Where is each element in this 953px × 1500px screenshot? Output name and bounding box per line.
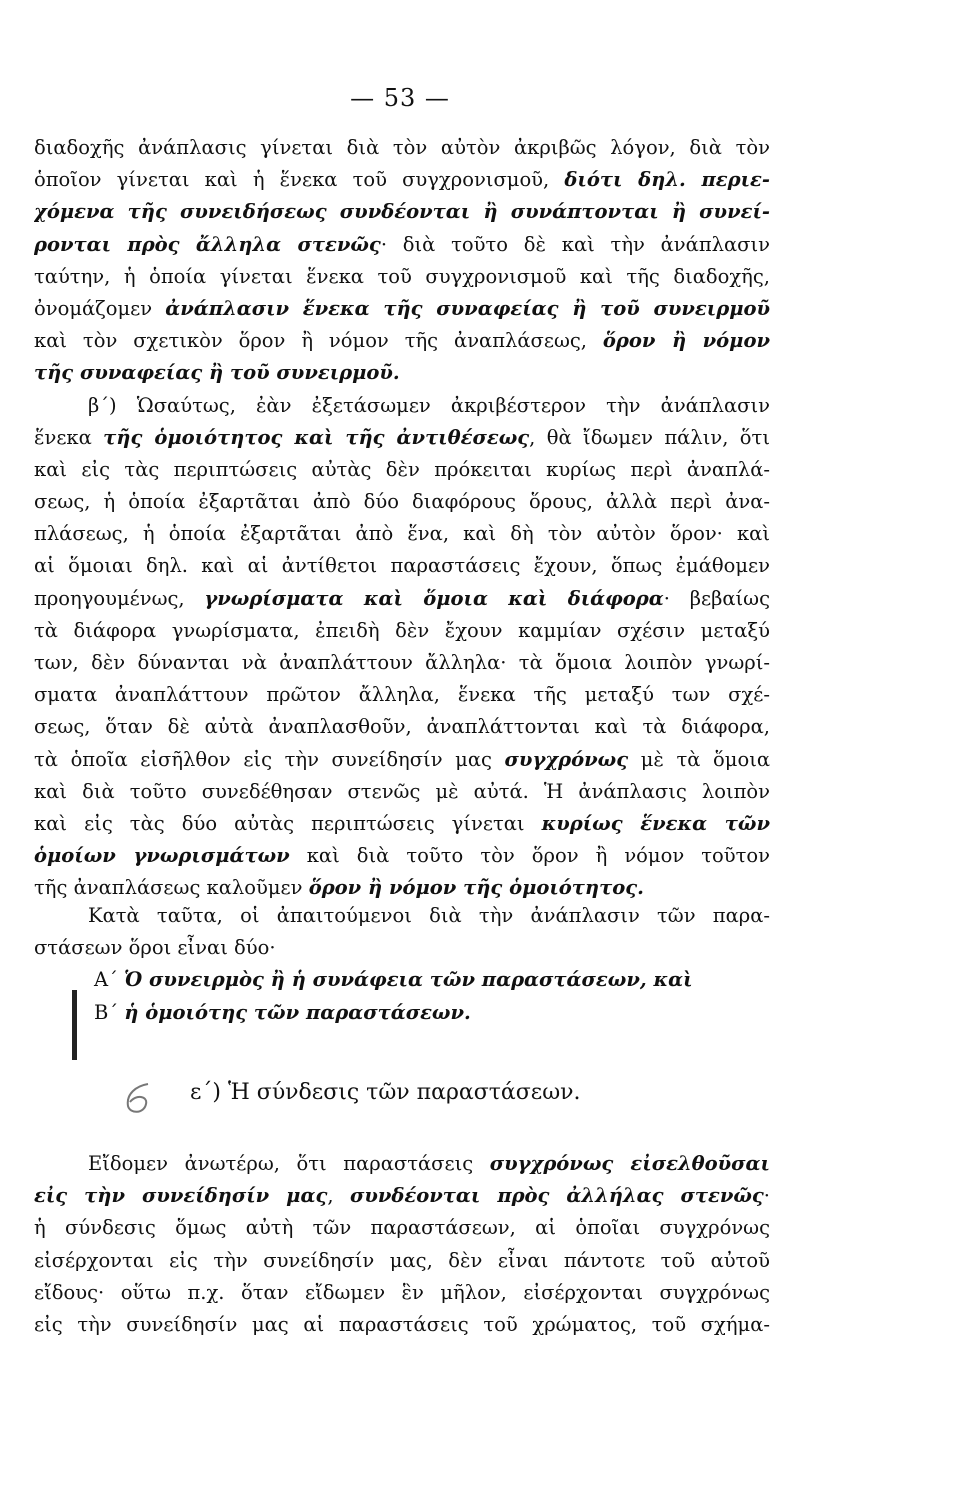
emphasis-span: χόμενα τῆς συνειδήσεως συνδέονται ἢ συνάπτονται ἢ συνεί- xyxy=(34,200,770,224)
text-block-lower xyxy=(34,1148,770,1341)
text-span: σματα ἀναπλάττουν πρῶτον ἄλληλα, ἕνεκα τῆς μεταξύ των σχέ- xyxy=(34,683,770,707)
text-span: καὶ εἰς τὰς δύο αὐτὰς περιπτώσεις γίνεται xyxy=(34,811,542,835)
text-span: καὶ τὸν σχετικὸν ὅρον ἢ νόμον τῆς ἀναπλάσεως, xyxy=(34,329,603,353)
margin-mark xyxy=(72,990,77,1060)
text-span: τῆς ἀναπλάσεως καλοῦμεν xyxy=(34,876,309,900)
text-line xyxy=(34,325,770,357)
emphasis-span: συγχρόνως εἰσελθοῦσαι xyxy=(489,1152,770,1175)
text-line xyxy=(34,997,770,1029)
text-span: Εἴδομεν ἀνωτέρω, ὅτι παραστάσεις xyxy=(88,1152,490,1175)
text-span: εἰς τὴν συνείδησίν μας αἱ παραστάσεις τοῦ χρώματος, τοῦ σχήμα- xyxy=(34,1312,770,1336)
text-span: καὶ διὰ τοῦτο τὸν ὅρον ἢ νόμον τοῦτον xyxy=(289,844,770,868)
text-span: προηγουμένως, xyxy=(34,586,205,610)
text-span: στάσεων ὅροι εἶναι δύο· xyxy=(34,936,276,960)
text-line xyxy=(34,932,770,964)
text-span: , θὰ ἴδωμεν πάλιν, ὅτι xyxy=(529,425,770,449)
text-span: · xyxy=(763,1184,770,1208)
text-span: καὶ διὰ τοῦτο συνεδέθησαν στενῶς μὲ αὐτά. Ἡ ἀνάπλασις λοιπὸν xyxy=(34,779,770,803)
text-line xyxy=(34,454,770,486)
text-span: σεως, ὅταν δὲ αὐτὰ ἀναπλασθοῦν, ἀναπλάττονται καὶ τὰ διάφορα, xyxy=(34,715,770,739)
text-line xyxy=(34,647,770,679)
text-span: , xyxy=(327,1184,350,1208)
text-line xyxy=(34,422,770,454)
text-line xyxy=(34,196,770,228)
text-block-upper xyxy=(34,132,770,905)
text-line xyxy=(34,1245,770,1277)
text-line xyxy=(34,486,770,518)
text-line xyxy=(34,518,770,550)
text-span: ταύτην, ἡ ὁποία γίνεται ἕνεκα τοῦ συγχρονισμοῦ καὶ τῆς διαδοχῆς, xyxy=(34,264,770,288)
emphasis-span: διότι δηλ. περιε- xyxy=(564,168,770,192)
text-line xyxy=(34,744,770,776)
text-line xyxy=(34,900,770,932)
text-span: ἕνεκα xyxy=(34,425,104,449)
text-span: διαδοχῆς ἀνάπλασις γίνεται διὰ τὸν αὐτὸν ἀκριβῶς λόγον, διὰ τὸν xyxy=(34,136,770,159)
text-span: · διὰ τοῦτο δὲ καὶ τὴν ἀνάπλασιν xyxy=(380,232,770,256)
text-line xyxy=(34,679,770,711)
emphasis-span: συγχρόνως xyxy=(504,747,629,771)
text-line xyxy=(34,964,770,996)
text-line xyxy=(34,293,770,325)
emphasis-span: ἡ ὁμοιότης τῶν παραστάσεων. xyxy=(124,1000,471,1024)
emphasis-span: ἀνάπλασιν ἕνεκα τῆς συναφείας ἢ τοῦ συνειρμοῦ xyxy=(165,296,770,320)
text-span: ἡ σύνδεσις ὅμως αὐτὴ τῶν παραστάσεων, αἱ ὁποῖαι συγχρόνως xyxy=(34,1216,770,1240)
emphasis-span: ρονται πρὸς ἄλληλα στενῶς xyxy=(34,232,381,256)
emphasis-span: Ὁ συνειρμὸς ἢ ἡ συνάφεια τῶν παραστάσεων, καὶ xyxy=(124,968,693,992)
emphasis-span: τῆς συναφείας ἢ τοῦ συνειρμοῦ. xyxy=(34,361,400,385)
text-span: Β΄ xyxy=(94,1000,125,1024)
text-span: πλάσεως, ἡ ὁποία ἐξαρτᾶται ἀπὸ ἕνα, καὶ δὴ τὸν αὐτὸν ὅρον· καὶ xyxy=(34,522,770,546)
text-span: β΄) Ὡσαύτως, ἐὰν ἐξετάσωμεν ἀκριβέστερον τὴν ἀνάπλασιν xyxy=(88,393,770,417)
text-span: τὰ ὁποῖα εἰσῆλθον εἰς τὴν συνείδησίν μας xyxy=(34,747,505,771)
page-number: — 53 — xyxy=(350,84,450,112)
text-span: · βεβαίως xyxy=(663,586,770,610)
text-line xyxy=(34,711,770,743)
text-span: ὀνομάζομεν xyxy=(34,296,166,320)
emphasis-span: γνωρίσματα καὶ ὅμοια καὶ διάφορα xyxy=(204,586,664,610)
text-span: ὁποῖον γίνεται καὶ ἡ ἕνεκα τοῦ συγχρονισμοῦ, xyxy=(34,168,565,192)
text-line xyxy=(34,776,770,808)
text-line xyxy=(34,132,770,164)
emphasis-span: εἰς τὴν συνείδησίν μας xyxy=(34,1184,328,1208)
text-line xyxy=(34,261,770,293)
text-line xyxy=(34,164,770,196)
text-span: Κατὰ ταῦτα, οἱ ἀπαιτούμενοι διὰ τὴν ἀνάπλασιν τῶν παρα- xyxy=(88,904,770,927)
emphasis-span: κυρίως ἕνεκα τῶν xyxy=(541,811,770,835)
text-line xyxy=(34,390,770,422)
text-span: καὶ εἰς τὰς περιπτώσεις αὐτὰς δὲν πρόκειται κυρίως περὶ ἀναπλά- xyxy=(34,457,770,481)
text-span: αἱ ὅμοιαι δηλ. καὶ αἱ ἀντίθετοι παραστάσεις ἔχουν, ὅπως ἐμάθομεν xyxy=(34,554,770,578)
text-line xyxy=(34,550,770,582)
pencil-annotation xyxy=(118,1080,158,1116)
text-span: των, δὲν δύνανται νὰ ἀναπλάττουν ἄλληλα· τὰ ὅμοια λοιπὸν γνωρί- xyxy=(34,651,770,674)
text-span: μὲ τὰ ὅμοια xyxy=(628,747,770,771)
text-span: εἴδους· οὕτω π.χ. ὅταν εἴδωμεν ἓν μῆλον, εἰσέρχονται συγχρόνως xyxy=(34,1280,770,1304)
text-line xyxy=(34,583,770,615)
text-line xyxy=(34,1180,770,1212)
text-line xyxy=(34,1148,770,1180)
text-line xyxy=(34,1277,770,1309)
text-line xyxy=(34,808,770,840)
section-heading: ε΄) Ἡ σύνδεσις τῶν παραστάσεων. xyxy=(190,1080,581,1105)
text-line xyxy=(34,840,770,872)
text-span: τὰ διάφορα γνωρίσματα, ἐπειδὴ δὲν ἔχουν καμμίαν σχέσιν μεταξύ xyxy=(34,618,770,642)
emphasis-span: τῆς ὁμοιότητος καὶ τῆς ἀντιθέσεως xyxy=(103,425,530,449)
emphasis-span: ὅρον ἢ νόμον τῆς ὁμοιότητος. xyxy=(308,876,644,900)
emphasis-span: συνδέονται πρὸς ἀλλήλας στενῶς xyxy=(349,1184,764,1208)
emphasis-span: ὁμοίων γνωρισμάτων xyxy=(34,844,290,868)
text-line xyxy=(34,615,770,647)
text-span: σεως, ἡ ὁποία ἐξαρτᾶται ἀπὸ δύο διαφόρους ὅρους, ἀλλὰ περὶ ἀνα- xyxy=(34,490,770,514)
text-line xyxy=(34,357,770,389)
text-span: εἰσέρχονται εἰς τὴν συνείδησίν μας, δὲν εἶναι πάντοτε τοῦ αὐτοῦ xyxy=(34,1248,770,1272)
text-line xyxy=(34,1212,770,1244)
text-line xyxy=(34,229,770,261)
text-line xyxy=(34,1309,770,1341)
emphasis-span: ὅρον ἢ νόμον xyxy=(602,329,770,353)
text-block-conditions xyxy=(34,900,770,1029)
text-span: Α΄ xyxy=(94,968,125,992)
